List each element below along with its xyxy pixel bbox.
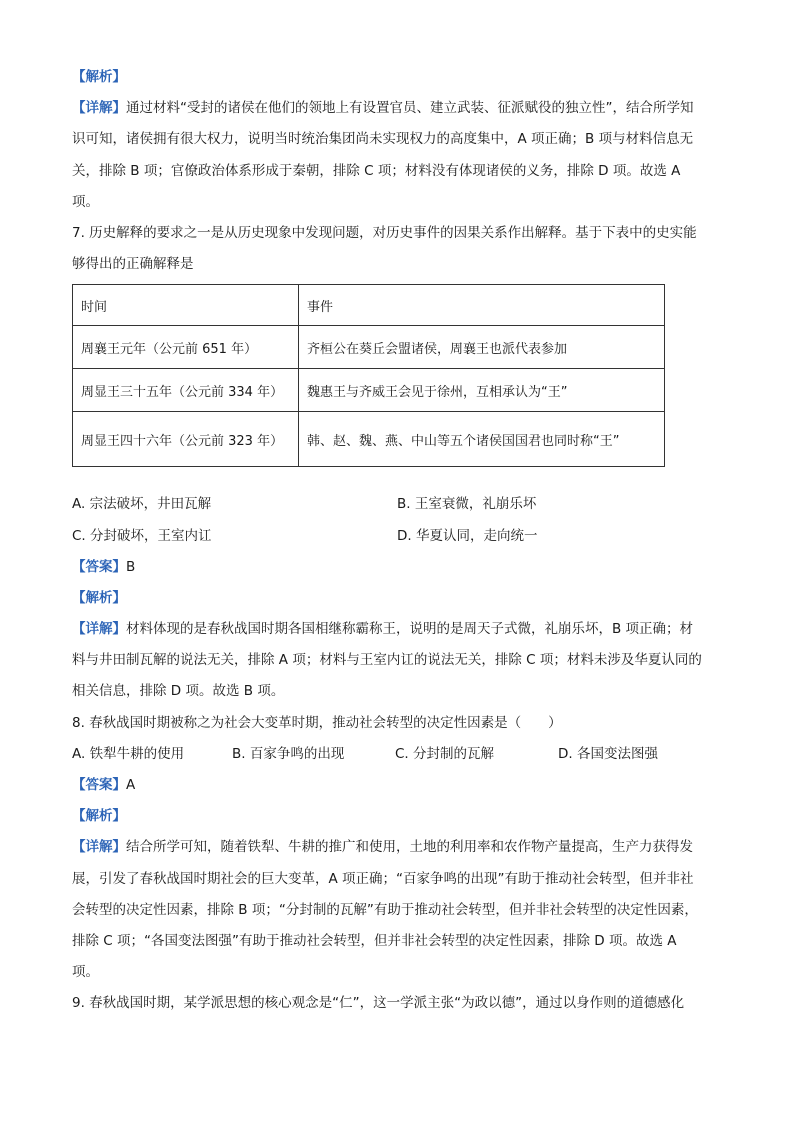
table-cell: 韩、赵、魏、燕、中山等五个诸侯国国君也同时称“王”	[299, 412, 665, 467]
q6-jiexi-heading: 【解析】	[72, 69, 126, 85]
table-row	[73, 369, 665, 412]
table-header-row	[73, 285, 665, 326]
q7-detail-line: 【详解】材料体现的是春秋战国时期各国相继称霸称王，说明的是周天子式微，礼崩乐坏，B 项正确；材	[72, 621, 694, 638]
q6-detail-line: 项。	[72, 193, 99, 210]
table-cell: 周襄王元年（公元前 651 年）	[73, 326, 299, 369]
q7-history-table	[72, 284, 665, 467]
q9-stem: 9. 春秋战国时期，某学派思想的核心观念是“仁”，这一学派主张“为政以德”，通过以身作则的道德感化	[72, 995, 685, 1012]
q7-option-a: A. 宗法破坏，井田瓦解	[72, 496, 212, 513]
q6-detail-line: 识可知，诸侯拥有很大权力，说明当时统治集团尚未实现权力的高度集中，A 项正确；B 项与材料信息无	[72, 131, 694, 148]
q8-detail-line: 【详解】结合所学可知，随着铁犁、牛耕的推广和使用，土地的利用率和农作物产量提高，生产力获得发	[72, 839, 693, 856]
q7-stem: 7. 历史解释的要求之一是从历史现象中发现问题，对历史事件的因果关系作出解释。基于下表中的史实能	[72, 224, 697, 241]
table-header-cell: 事件	[299, 285, 665, 326]
q8-jiexi-heading: 【解析】	[72, 808, 126, 825]
document-page	[72, 62, 722, 1020]
q8-detail-line: 展，引发了春秋战国时期社会的巨大变革，A 项正确；“百家争鸣的出现”有助于推动社会转型，但并非社	[72, 870, 694, 887]
q8-option-c: C. 分封制的瓦解	[395, 745, 495, 762]
q6-detail-line: 关，排除 B 项；官僚政治体系形成于秦朝，排除 C 项；材料没有体现诸侯的义务，排除 D 项。故选 A	[72, 162, 681, 179]
q7-option-c: C. 分封破坏，王室内讧	[72, 527, 212, 544]
table-header-cell: 时间	[73, 285, 299, 326]
q7-option-d: D. 华夏认同，走向统一	[397, 527, 538, 544]
table-cell: 齐桓公在葵丘会盟诸侯，周襄王也派代表参加	[299, 326, 665, 369]
q8-detail-line: 会转型的决定性因素，排除 B 项；“分封制的瓦解”有助于推动社会转型，但并非社会转型的决定性因素，	[72, 901, 698, 918]
table-row	[73, 326, 665, 369]
q7-option-b: B. 王室衰微，礼崩乐坏	[397, 496, 537, 513]
q7-detail-line: 料与井田制瓦解的说法无关，排除 A 项；材料与王室内讧的说法无关，排除 C 项；材料未涉及华夏认同的	[72, 652, 702, 669]
q8-option-b: B. 百家争鸣的出现	[232, 745, 345, 762]
q7-answer: 【答案】B	[72, 558, 136, 575]
q6-detail-line: 【详解】通过材料“受封的诸侯在他们的领地上有设置官员、建立武装、征派赋役的独立性”，结合所学知	[72, 100, 694, 117]
q8-option-a: A. 铁犁牛耕的使用	[72, 745, 185, 762]
q8-answer: 【答案】A	[72, 777, 136, 793]
table-cell: 周显王三十五年（公元前 334 年）	[73, 369, 299, 412]
q7-detail-line: 相关信息，排除 D 项。故选 B 项。	[72, 683, 285, 700]
q7-options-row	[72, 489, 722, 520]
table-row	[73, 412, 665, 467]
q8-option-d: D. 各国变法图强	[558, 745, 658, 762]
table-cell: 魏惠王与齐威王会见于徐州，互相承认为“王”	[299, 369, 665, 412]
q8-options-row	[72, 739, 722, 770]
q7-stem: 够得出的正确解释是	[72, 256, 194, 273]
table-cell: 周显王四十六年（公元前 323 年）	[73, 412, 299, 467]
q8-stem: 8. 春秋战国时期被称之为社会大变革时期，推动社会转型的决定性因素是（ ）	[72, 714, 562, 731]
q8-detail-line: 排除 C 项；“各国变法图强”有助于推动社会转型，但并非社会转型的决定性因素，排除 D 项。故选 A	[72, 932, 677, 949]
q7-jiexi-heading: 【解析】	[72, 589, 126, 606]
q7-options-row	[72, 521, 722, 552]
q8-detail-line: 项。	[72, 964, 99, 981]
